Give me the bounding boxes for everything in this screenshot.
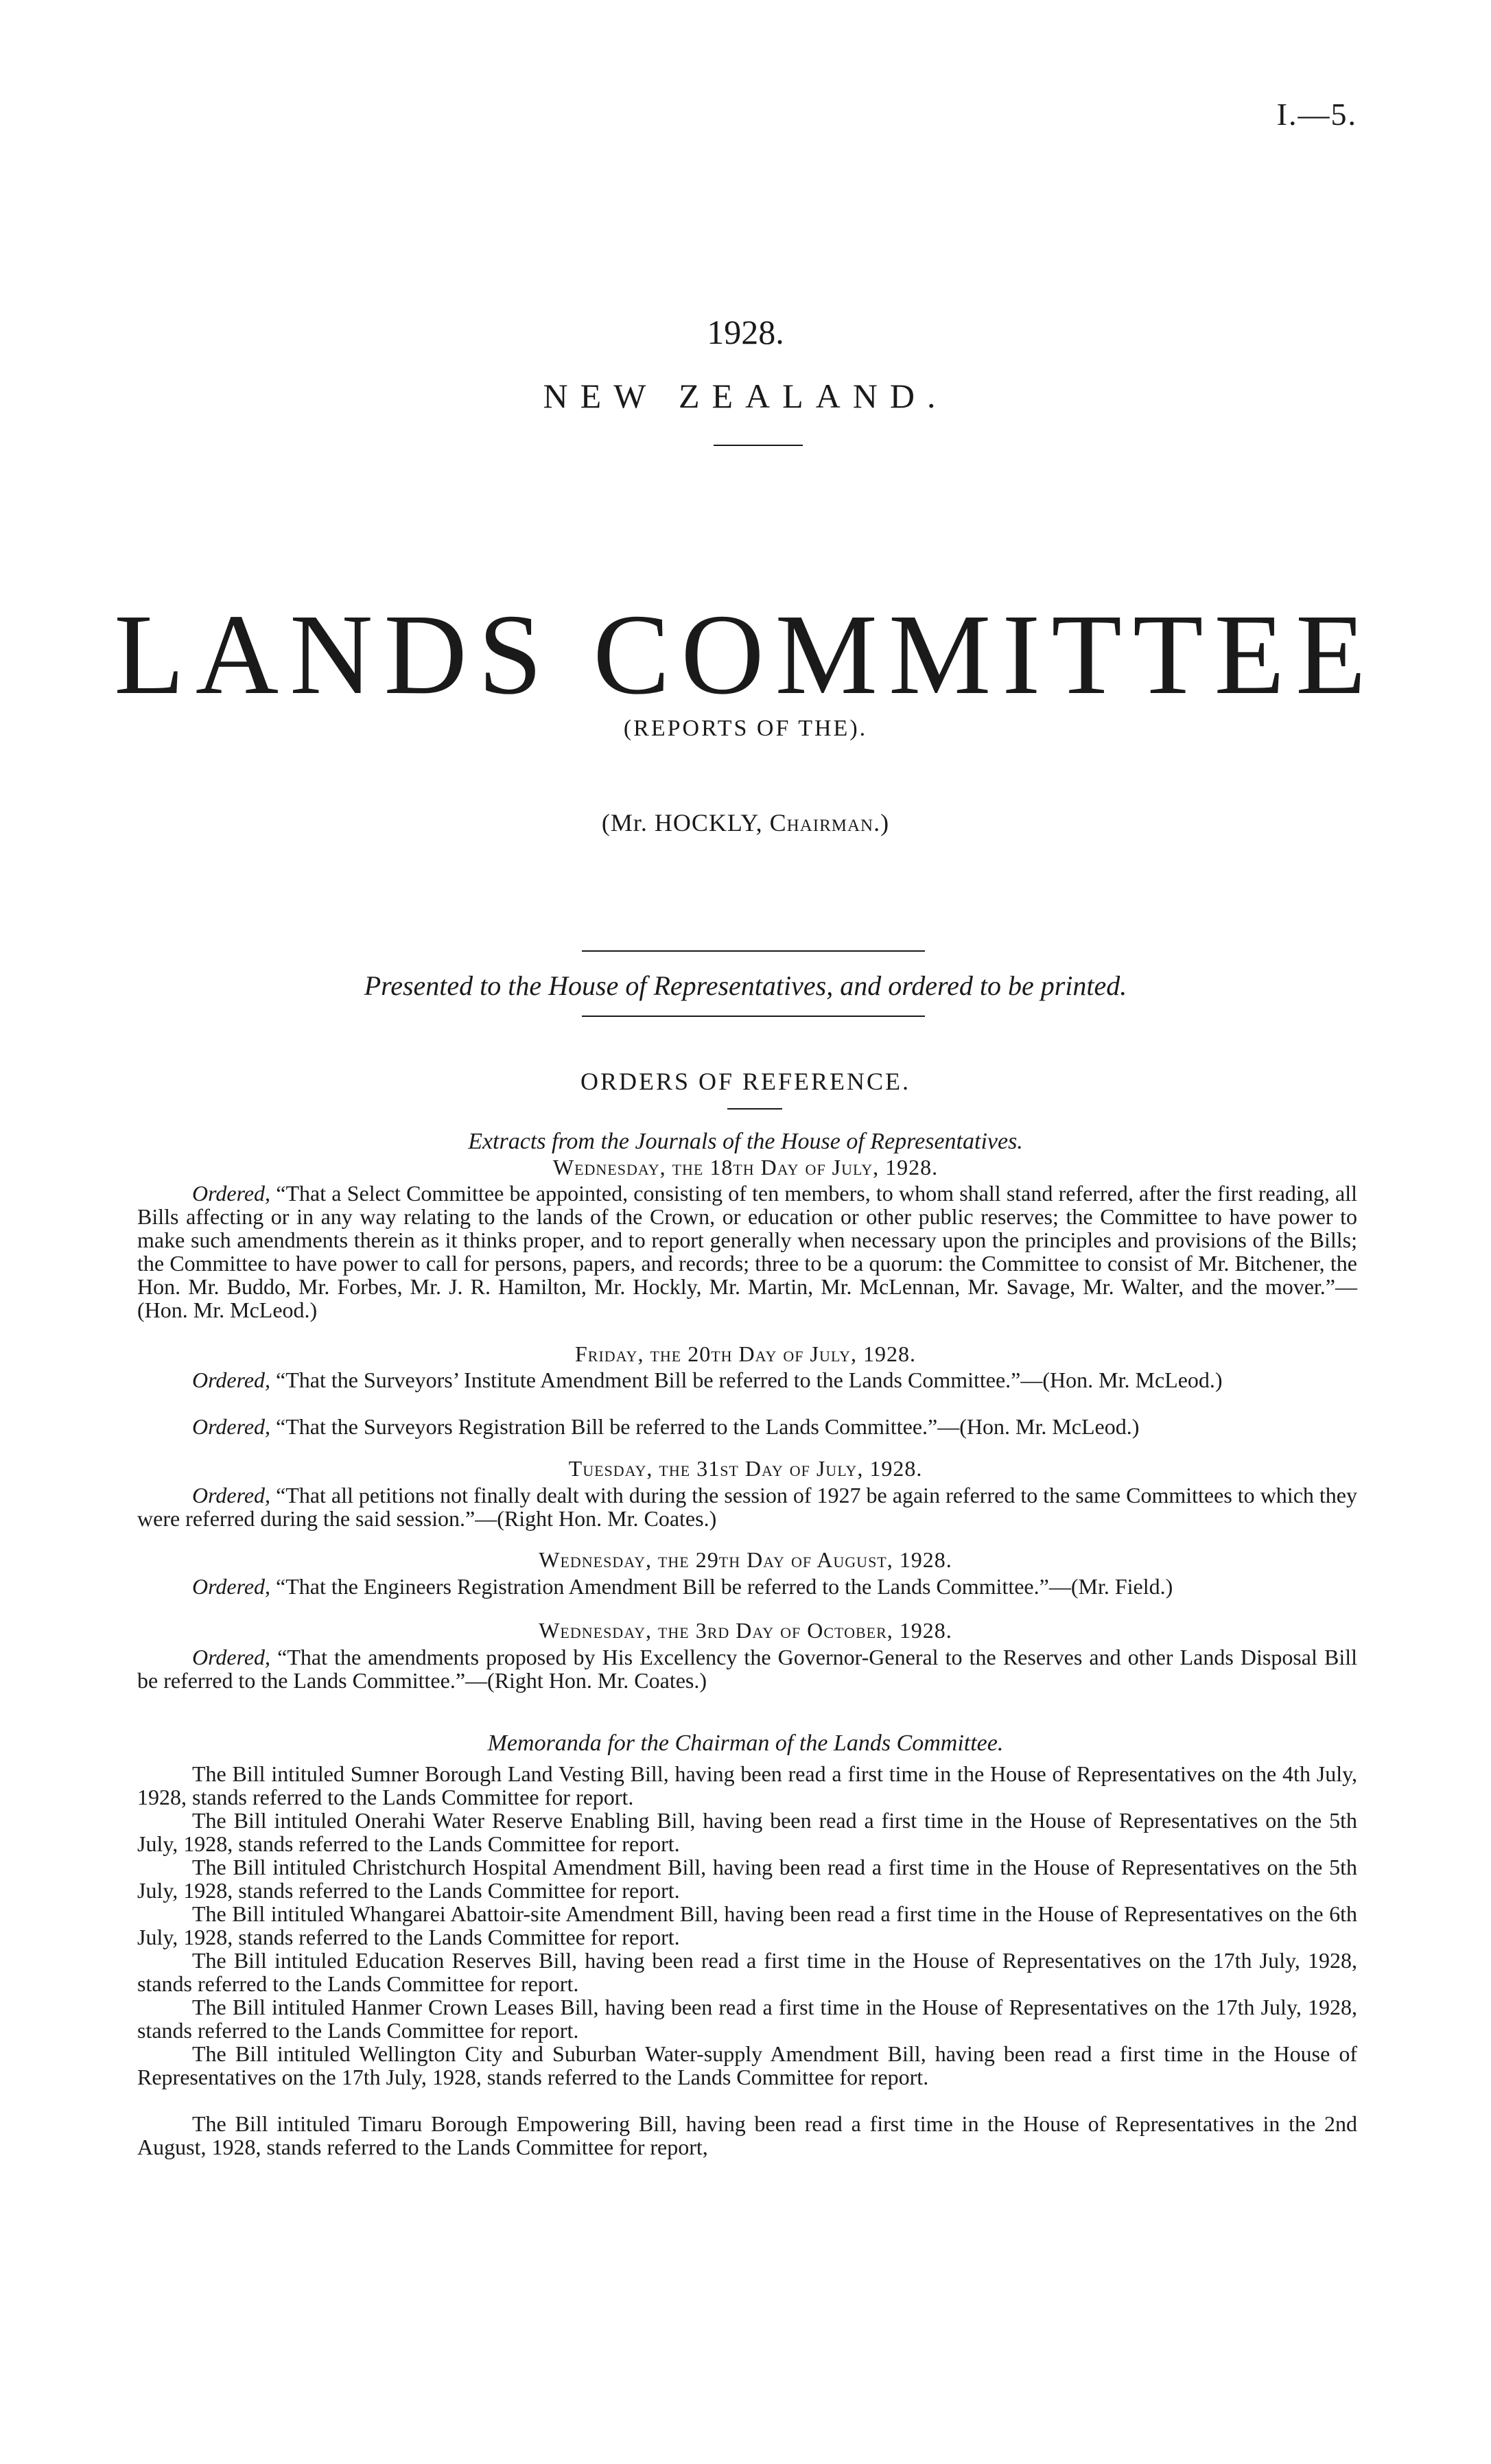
memo-item: The Bill intituled Wellington City and Suburban Water-supply Amendment Bill, having been read a first time in the House of Representatives on the 17th July, 1928, stands referred to the Lands Committee for report. [137,2041,1357,2089]
order-entry [137,1368,1357,1392]
divider-short [714,445,803,446]
memo-item: The Bill intituled Hanmer Crown Leases Bill, having been read a first time in the House of Representatives on the 17th July, 1928, stands referred to the Lands Committee for report. [137,1995,1357,2043]
ordered-label: Ordered, [192,1368,271,1392]
ordered-label: Ordered, [192,1645,271,1669]
order-entry [137,1415,1357,1438]
order-date: Wednesday, the 3rd Day of October, 1928. [539,1618,952,1643]
chairman-suffix: .) [873,809,890,836]
orders-heading: ORDERS OF REFERENCE. [580,1068,911,1095]
order-text: “That the Engineers Registration Amendment Bill be referred to the Lands Committee.”—(Mr. Field.) [276,1574,1173,1599]
divider-orders [727,1108,782,1110]
order-text: “That the Surveyors Registration Bill be referred to the Lands Committee.”—(Hon. Mr. McLeod.) [276,1414,1140,1439]
presented-line: Presented to the House of Representatives, and ordered to be printed. [364,970,1127,1001]
memo-item: The Bill intituled Whangarei Abattoir-site Amendment Bill, having been read a first time in the House of Representatives on the 6th July, 1928, stands referred to the Lands Committee for report. [137,1901,1357,1949]
order-text: “That the Surveyors’ Institute Amendment Bill be referred to the Lands Committee.”—(Hon. Mr. McLeod.) [276,1368,1223,1392]
order-entry [137,1182,1357,1322]
order-entry [137,1575,1357,1598]
ordered-label: Ordered, [192,1483,271,1507]
chairman-role: Chairman [769,809,874,836]
page-subtitle: (REPORTS OF THE). [623,716,868,741]
order-entry [137,1645,1357,1692]
ordered-label: Ordered, [192,1414,271,1439]
memo-item: The Bill intituled Christchurch Hospital Amendment Bill, having been read a first time in the House of Representatives on the 5th July, 1928, stands referred to the Lands Committee for report. [137,1855,1357,1903]
report-year: 1928. [707,313,784,351]
memoranda-heading: Memoranda for the Chairman of the Lands Committee. [487,1730,1004,1756]
order-text: “That the amendments proposed by His Excellency the Governor-General to the Reserves and other Lands Disposal Bill be referred to the Lands Committee.”—(Right Hon. Mr. Coates.) [137,1645,1358,1693]
extracts-heading: Extracts from the Journals of the House of Representatives. [468,1129,1023,1154]
ordered-label: Ordered, [192,1181,271,1206]
order-date: Wednesday, the 18th Day of July, 1928. [552,1155,939,1180]
order-text: “That all petitions not finally dealt with during the session of 1927 be again referred to the same Committees to which they were referred during the said session.”—(Right Hon. Mr. Coates.) [137,1483,1357,1531]
divider-top [582,950,925,952]
order-entry [137,1483,1357,1530]
chairman-prefix: (Mr. HOCKLY, [601,809,770,836]
order-date: Tuesday, the 31st Day of July, 1928. [568,1456,923,1481]
memo-item: The Bill intituled Sumner Borough Land Vesting Bill, having been read a first time in the House of Representatives on the 4th July, 1928, stands referred to the Lands Committee for report. [137,1761,1357,1809]
page-title: LANDS COMMITTEE [114,591,1377,718]
memo-item: The Bill intituled Education Reserves Bill, having been read a first time in the House of Representatives on the 17th July, 1928, stands referred to the Lands Committee for report. [137,1948,1357,1996]
memo-item: The Bill intituled Onerahi Water Reserve Enabling Bill, having been read a first time in the House of Representatives on the 5th July, 1928, stands referred to the Lands Committee for report. [137,1808,1357,1856]
page-number: I.—5. [1276,97,1357,132]
order-text: “That a Select Committee be appointed, consisting of ten members, to whom shall stand referred, after the first reading, all Bills affecting or in any way relating to the lands of the Crown, or education or other public reserves; the Committee to have power to make such amendments therein as it thinks proper, and to report generally when necessary upon the principles and provisions of the Bills; the Committee to have power to call for persons, papers, and records; three to be a quorum: the Committee to consist of Mr. Bitchener, the Hon. Mr. Buddo, Mr. Forbes, Mr. J. R. Hamilton, Mr. Hockly, Mr. Martin, Mr. McLennan, Mr. Savage, Mr. Walter, and the mover.”—(Hon. Mr. McLeod.) [137,1181,1358,1322]
divider-bottom [582,1016,925,1017]
chairman-line [0,808,1491,837]
memo-item: The Bill intituled Timaru Borough Empowering Bill, having been read a first time in the House of Representatives in the 2nd August, 1928, stands referred to the Lands Committee for report, [137,2111,1357,2159]
country-heading: NEW ZEALAND. [543,377,948,415]
order-date: Wednesday, the 29th Day of August, 1928. [539,1547,952,1572]
order-date: Friday, the 20th Day of July, 1928. [575,1341,916,1366]
ordered-label: Ordered, [192,1574,271,1599]
